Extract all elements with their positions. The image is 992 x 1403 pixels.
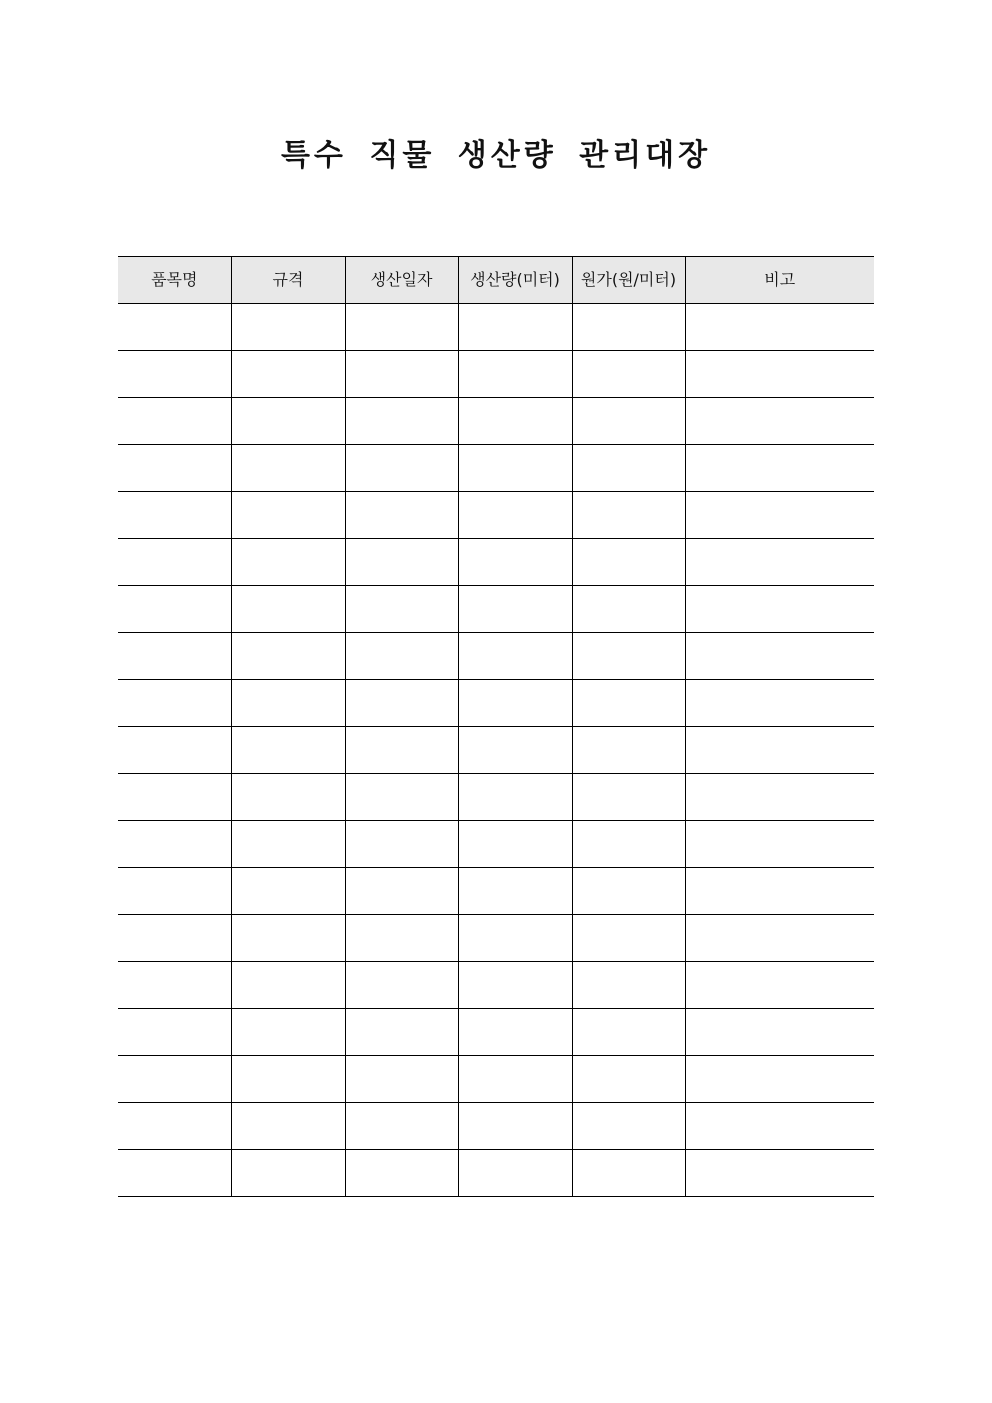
cell-spec[interactable]	[231, 962, 345, 1009]
header-remarks: 비고	[685, 257, 874, 304]
cell-spec[interactable]	[231, 539, 345, 586]
cell-production-date[interactable]	[345, 774, 458, 821]
cell-spec[interactable]	[231, 915, 345, 962]
cell-production-quantity[interactable]	[458, 539, 572, 586]
cell-unit-cost[interactable]	[572, 304, 685, 351]
cell-item-name[interactable]	[118, 1009, 231, 1056]
cell-unit-cost[interactable]	[572, 680, 685, 727]
cell-production-quantity[interactable]	[458, 1009, 572, 1056]
table-row	[118, 727, 874, 774]
table-row	[118, 539, 874, 586]
cell-production-date[interactable]	[345, 398, 458, 445]
cell-item-name[interactable]	[118, 539, 231, 586]
cell-remarks[interactable]	[685, 680, 874, 727]
table-row	[118, 962, 874, 1009]
cell-spec[interactable]	[231, 1056, 345, 1103]
cell-item-name[interactable]	[118, 680, 231, 727]
cell-production-date[interactable]	[345, 868, 458, 915]
table-row	[118, 304, 874, 351]
cell-spec[interactable]	[231, 727, 345, 774]
cell-production-date[interactable]	[345, 1150, 458, 1197]
cell-production-date[interactable]	[345, 1103, 458, 1150]
cell-production-date[interactable]	[345, 304, 458, 351]
table-row	[118, 351, 874, 398]
cell-unit-cost[interactable]	[572, 1103, 685, 1150]
cell-remarks[interactable]	[685, 962, 874, 1009]
cell-spec[interactable]	[231, 445, 345, 492]
cell-item-name[interactable]	[118, 774, 231, 821]
cell-production-date[interactable]	[345, 727, 458, 774]
cell-item-name[interactable]	[118, 868, 231, 915]
cell-production-quantity[interactable]	[458, 774, 572, 821]
header-spec: 규격	[231, 257, 345, 304]
table-row	[118, 492, 874, 539]
cell-production-quantity[interactable]	[458, 351, 572, 398]
cell-spec[interactable]	[231, 868, 345, 915]
cell-production-quantity[interactable]	[458, 304, 572, 351]
cell-spec[interactable]	[231, 821, 345, 868]
cell-unit-cost[interactable]	[572, 1150, 685, 1197]
table-header-row	[118, 257, 874, 304]
cell-production-quantity[interactable]	[458, 1056, 572, 1103]
cell-remarks[interactable]	[685, 868, 874, 915]
cell-remarks[interactable]	[685, 1009, 874, 1056]
header-production-date: 생산일자	[345, 257, 458, 304]
cell-item-name[interactable]	[118, 1103, 231, 1150]
cell-unit-cost[interactable]	[572, 492, 685, 539]
cell-unit-cost[interactable]	[572, 445, 685, 492]
header-production-quantity: 생산량(미터)	[458, 257, 572, 304]
cell-item-name[interactable]	[118, 492, 231, 539]
cell-spec[interactable]	[231, 304, 345, 351]
cell-production-date[interactable]	[345, 962, 458, 1009]
cell-spec[interactable]	[231, 1103, 345, 1150]
cell-production-quantity[interactable]	[458, 680, 572, 727]
cell-production-quantity[interactable]	[458, 1103, 572, 1150]
cell-unit-cost[interactable]	[572, 868, 685, 915]
cell-production-quantity[interactable]	[458, 1150, 572, 1197]
table-body	[118, 304, 874, 1197]
cell-production-date[interactable]	[345, 680, 458, 727]
cell-unit-cost[interactable]	[572, 915, 685, 962]
cell-spec[interactable]	[231, 1009, 345, 1056]
table-row	[118, 821, 874, 868]
cell-production-quantity[interactable]	[458, 868, 572, 915]
cell-production-date[interactable]	[345, 915, 458, 962]
cell-production-date[interactable]	[345, 1056, 458, 1103]
cell-remarks[interactable]	[685, 351, 874, 398]
cell-unit-cost[interactable]	[572, 1009, 685, 1056]
cell-unit-cost[interactable]	[572, 398, 685, 445]
cell-item-name[interactable]	[118, 727, 231, 774]
cell-unit-cost[interactable]	[572, 539, 685, 586]
cell-remarks[interactable]	[685, 445, 874, 492]
cell-production-date[interactable]	[345, 539, 458, 586]
cell-remarks[interactable]	[685, 304, 874, 351]
header-unit-cost: 원가(원/미터)	[572, 257, 685, 304]
table-row	[118, 633, 874, 680]
table-row	[118, 915, 874, 962]
cell-remarks[interactable]	[685, 492, 874, 539]
cell-production-date[interactable]	[345, 492, 458, 539]
cell-remarks[interactable]	[685, 633, 874, 680]
cell-remarks[interactable]	[685, 821, 874, 868]
cell-production-quantity[interactable]	[458, 821, 572, 868]
cell-remarks[interactable]	[685, 398, 874, 445]
cell-spec[interactable]	[231, 492, 345, 539]
cell-unit-cost[interactable]	[572, 727, 685, 774]
cell-production-quantity[interactable]	[458, 445, 572, 492]
table-row	[118, 1103, 874, 1150]
table-row	[118, 445, 874, 492]
header-item-name: 품목명	[118, 257, 231, 304]
cell-remarks[interactable]	[685, 1150, 874, 1197]
cell-remarks[interactable]	[685, 1056, 874, 1103]
cell-unit-cost[interactable]	[572, 1056, 685, 1103]
cell-production-quantity[interactable]	[458, 962, 572, 1009]
cell-production-quantity[interactable]	[458, 492, 572, 539]
cell-production-quantity[interactable]	[458, 727, 572, 774]
cell-production-date[interactable]	[345, 445, 458, 492]
cell-unit-cost[interactable]	[572, 351, 685, 398]
production-ledger-table	[118, 256, 874, 1197]
table-row	[118, 680, 874, 727]
cell-remarks[interactable]	[685, 727, 874, 774]
cell-production-quantity[interactable]	[458, 915, 572, 962]
cell-item-name[interactable]	[118, 1056, 231, 1103]
cell-spec[interactable]	[231, 774, 345, 821]
cell-item-name[interactable]	[118, 351, 231, 398]
cell-unit-cost[interactable]	[572, 821, 685, 868]
cell-item-name[interactable]	[118, 304, 231, 351]
cell-item-name[interactable]	[118, 586, 231, 633]
table-row	[118, 1056, 874, 1103]
cell-production-quantity[interactable]	[458, 586, 572, 633]
cell-production-date[interactable]	[345, 633, 458, 680]
table-row	[118, 586, 874, 633]
cell-unit-cost[interactable]	[572, 586, 685, 633]
cell-spec[interactable]	[231, 351, 345, 398]
cell-spec[interactable]	[231, 398, 345, 445]
cell-item-name[interactable]	[118, 915, 231, 962]
table-row	[118, 1150, 874, 1197]
cell-spec[interactable]	[231, 633, 345, 680]
cell-spec[interactable]	[231, 586, 345, 633]
cell-remarks[interactable]	[685, 539, 874, 586]
cell-item-name[interactable]	[118, 398, 231, 445]
page-title: 특수 직물 생산량 관리대장	[280, 138, 712, 173]
table-row	[118, 1009, 874, 1056]
cell-unit-cost[interactable]	[572, 774, 685, 821]
table-row	[118, 868, 874, 915]
table-row	[118, 774, 874, 821]
cell-unit-cost[interactable]	[572, 962, 685, 1009]
cell-remarks[interactable]	[685, 915, 874, 962]
cell-item-name[interactable]	[118, 821, 231, 868]
cell-production-quantity[interactable]	[458, 633, 572, 680]
cell-spec[interactable]	[231, 680, 345, 727]
cell-production-date[interactable]	[345, 586, 458, 633]
cell-production-date[interactable]	[345, 1009, 458, 1056]
cell-production-quantity[interactable]	[458, 398, 572, 445]
cell-production-date[interactable]	[345, 821, 458, 868]
cell-item-name[interactable]	[118, 633, 231, 680]
cell-spec[interactable]	[231, 1150, 345, 1197]
cell-item-name[interactable]	[118, 445, 231, 492]
cell-item-name[interactable]	[118, 1150, 231, 1197]
cell-remarks[interactable]	[685, 1103, 874, 1150]
table-row	[118, 398, 874, 445]
cell-item-name[interactable]	[118, 962, 231, 1009]
cell-remarks[interactable]	[685, 774, 874, 821]
cell-remarks[interactable]	[685, 586, 874, 633]
cell-production-date[interactable]	[345, 351, 458, 398]
cell-unit-cost[interactable]	[572, 633, 685, 680]
